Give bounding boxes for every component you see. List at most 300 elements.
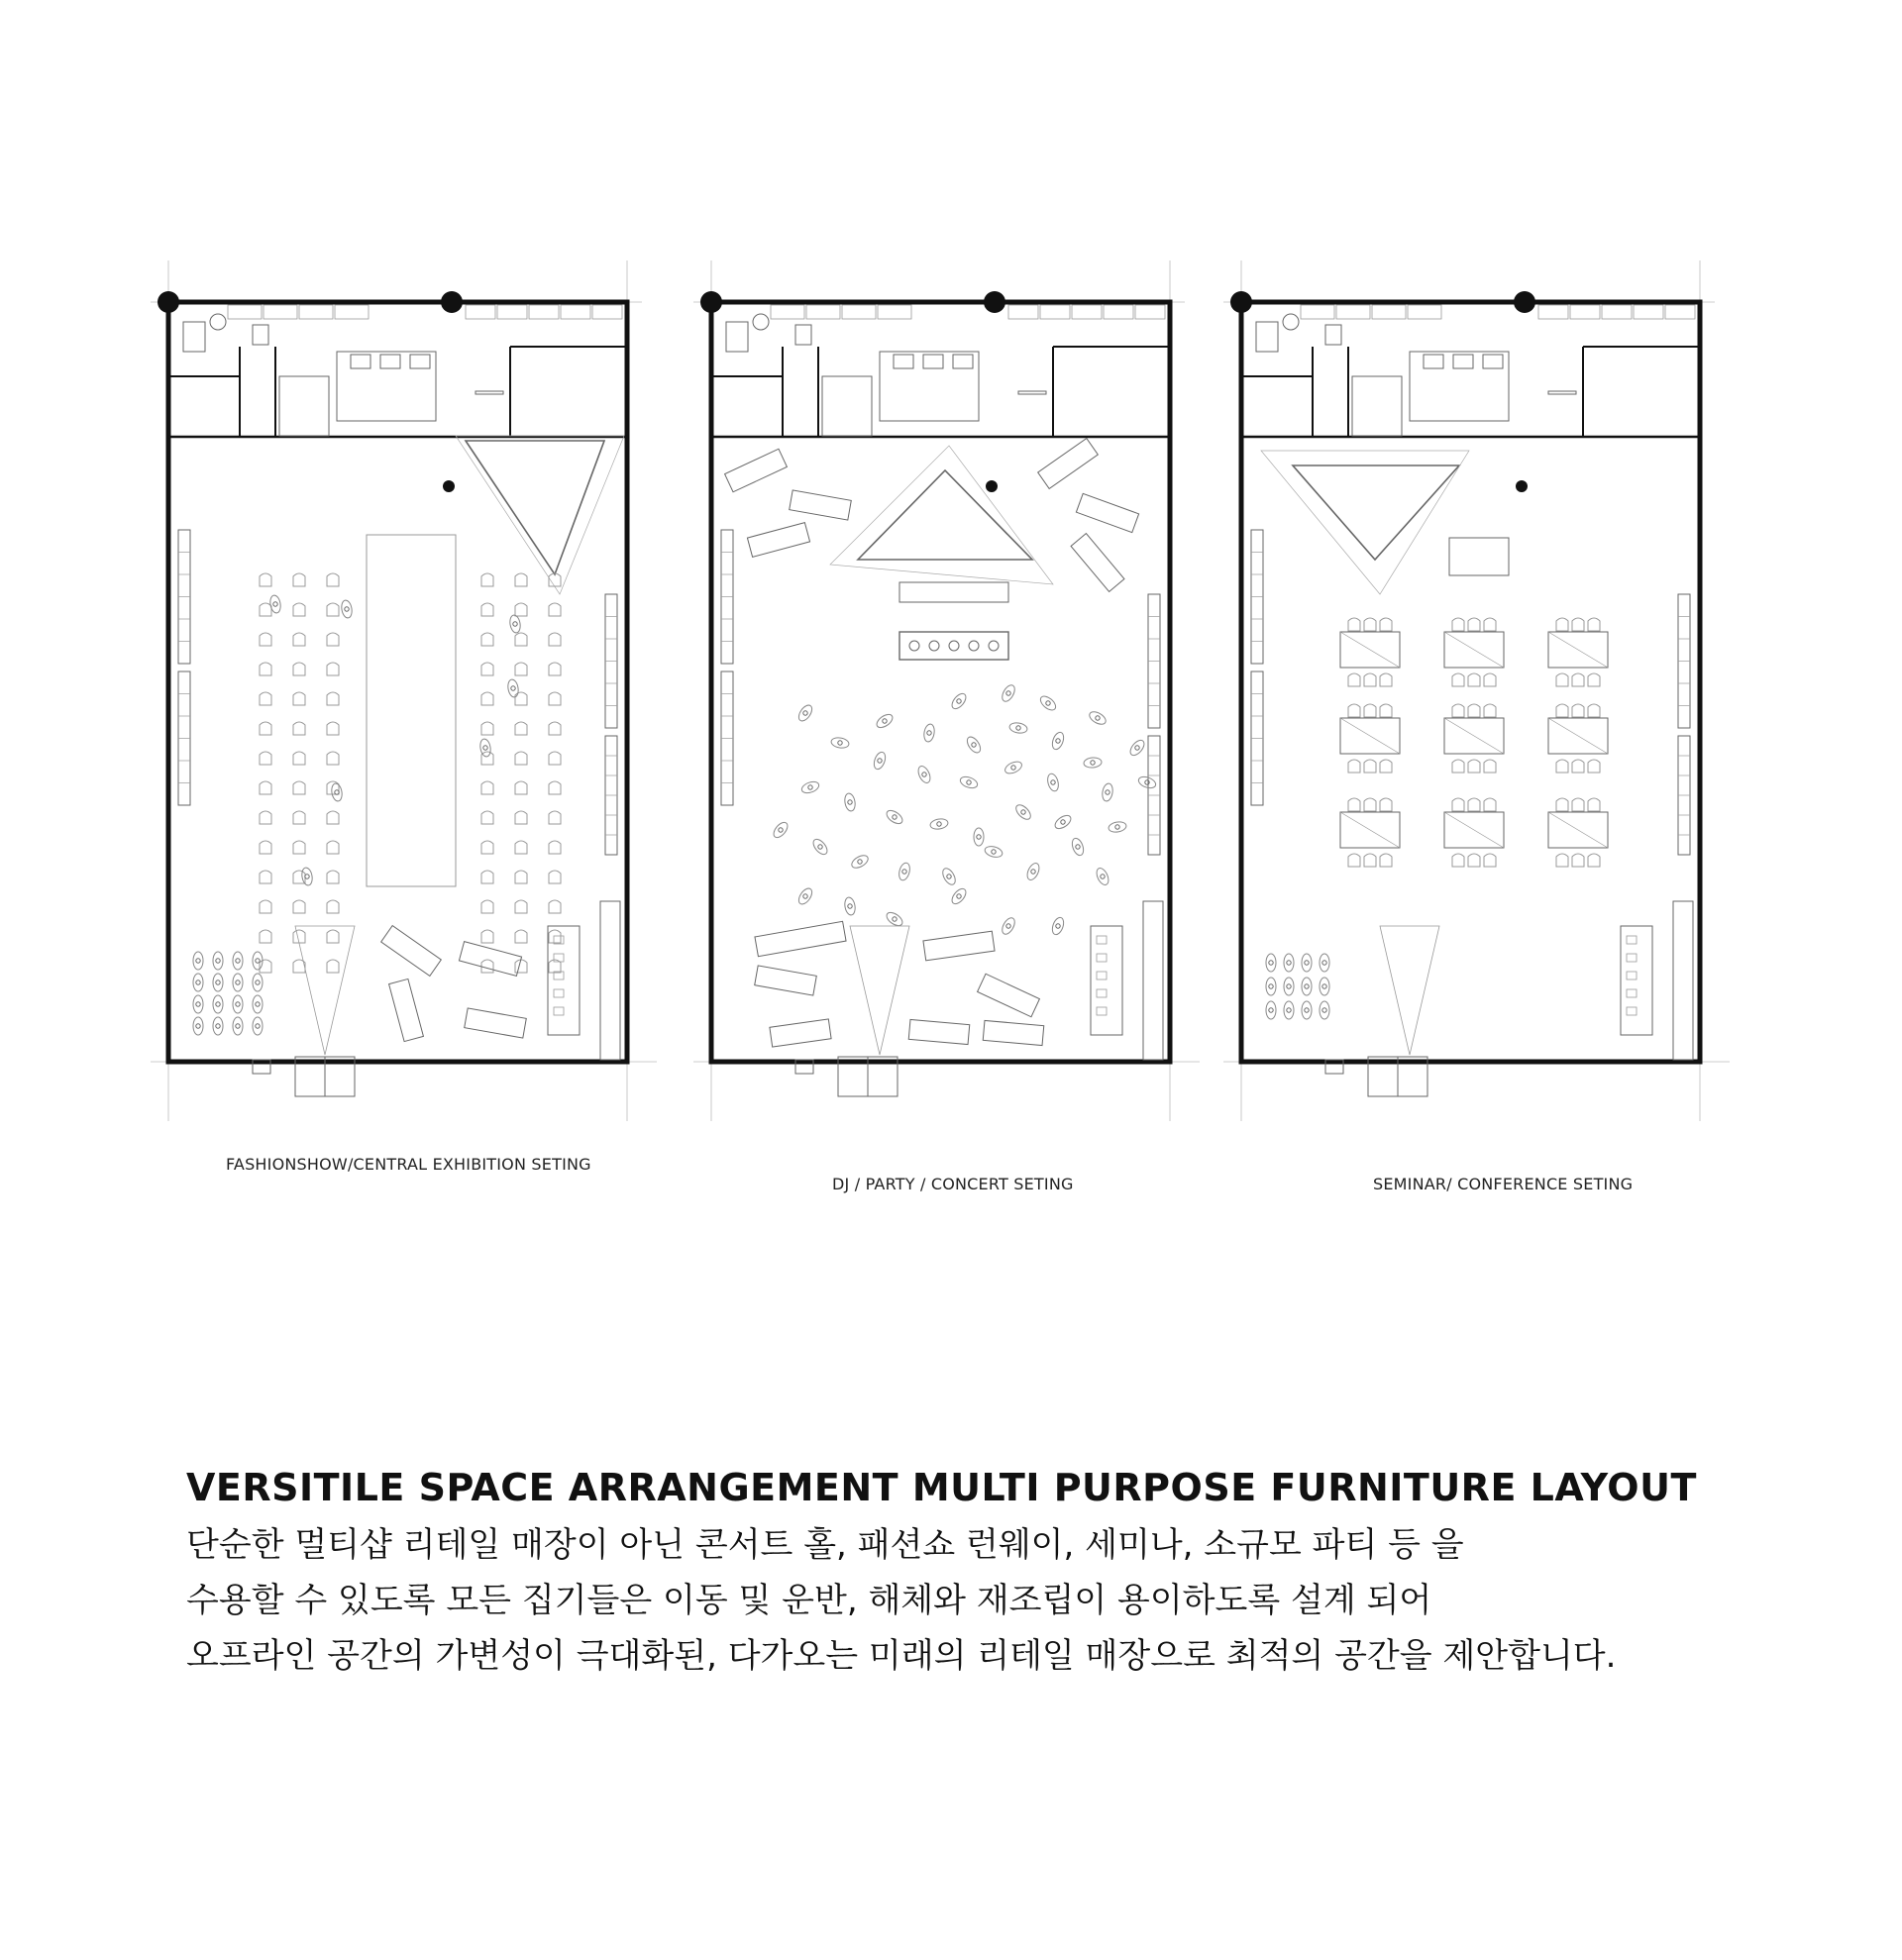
- person-head: [922, 773, 926, 776]
- chair: [515, 930, 527, 943]
- chair: [515, 900, 527, 913]
- chair: [293, 930, 305, 943]
- person: [850, 853, 871, 871]
- service-counter: [1410, 352, 1509, 421]
- person: [233, 995, 243, 1013]
- person: [844, 896, 857, 915]
- counter-chair: [380, 355, 400, 368]
- top-shelf: [771, 305, 804, 319]
- column: [700, 291, 722, 313]
- table-diagonal: [1444, 632, 1504, 668]
- description-line-2: 수용할 수 있도록 모든 집기들은 이동 및 운반, 해체와 재조립이 용이하도록 설계 되어: [186, 1581, 1432, 1620]
- person: [1108, 821, 1126, 834]
- person-head: [977, 835, 981, 839]
- person-head: [947, 875, 951, 878]
- movable-fixture: [1076, 493, 1138, 532]
- top-shelf: [1008, 305, 1038, 319]
- table-diagonal: [1548, 632, 1608, 668]
- person: [1320, 978, 1329, 995]
- person: [509, 614, 522, 633]
- top-shelf: [1602, 305, 1632, 319]
- person: [830, 737, 849, 750]
- caption-fashionshow: FASHIONSHOW/CENTRAL EXHIBITION SETING: [226, 1155, 591, 1174]
- chair: [1468, 760, 1480, 773]
- person-head: [818, 845, 822, 849]
- person: [959, 774, 979, 790]
- person: [1284, 954, 1294, 972]
- chair: [1588, 618, 1600, 631]
- chair: [515, 960, 527, 973]
- chair: [1348, 673, 1360, 686]
- chair: [515, 692, 527, 705]
- triangle-stage: [858, 470, 1032, 560]
- dj-knob: [949, 641, 959, 651]
- person-head: [1322, 984, 1326, 988]
- person-head: [256, 1024, 260, 1028]
- person: [1025, 862, 1042, 882]
- person: [923, 723, 936, 742]
- caption-seminar: SEMINAR/ CONFERENCE SETING: [1373, 1175, 1634, 1193]
- person-head: [972, 743, 976, 747]
- person: [1050, 916, 1066, 936]
- exterior-wall: [711, 302, 1170, 1062]
- person: [233, 974, 243, 991]
- movable-fixture: [983, 1020, 1044, 1045]
- person-head: [196, 980, 200, 984]
- door-swing-area: [295, 926, 355, 1055]
- person-head: [216, 980, 220, 984]
- person-head: [893, 917, 897, 921]
- top-shelf: [1040, 305, 1070, 319]
- plan-dj-party-concert: [693, 260, 1200, 1121]
- chair: [260, 633, 271, 646]
- person-head: [483, 746, 487, 750]
- top-shelf: [806, 305, 840, 319]
- counter-chair: [1453, 355, 1473, 368]
- person: [1266, 978, 1276, 995]
- chair: [549, 900, 561, 913]
- chair: [1364, 704, 1376, 717]
- person: [1013, 802, 1033, 822]
- column: [984, 291, 1005, 313]
- person-head: [1016, 726, 1020, 730]
- chair: [293, 633, 305, 646]
- person-head: [848, 904, 852, 908]
- person: [1320, 954, 1329, 972]
- chair: [1572, 704, 1584, 717]
- chair: [293, 603, 305, 616]
- person-head: [196, 959, 200, 963]
- person: [800, 779, 820, 795]
- person-head: [1287, 1008, 1291, 1012]
- person-head: [256, 959, 260, 963]
- person: [1137, 774, 1157, 790]
- person-head: [1322, 961, 1326, 965]
- description-block: [186, 1466, 1870, 1684]
- sink: [253, 325, 268, 345]
- person: [949, 886, 968, 906]
- person: [898, 862, 911, 881]
- person: [1004, 760, 1024, 776]
- person-head: [1006, 924, 1010, 928]
- person: [1046, 773, 1060, 792]
- person-head: [992, 850, 996, 854]
- chair: [327, 930, 339, 943]
- chair: [1364, 760, 1376, 773]
- chair: [327, 692, 339, 705]
- person: [1008, 722, 1027, 735]
- chair: [515, 752, 527, 765]
- person: [341, 599, 354, 618]
- person-head: [937, 822, 941, 826]
- person-head: [1076, 845, 1080, 849]
- triangle-stage-outline: [456, 436, 624, 594]
- top-shelf: [1336, 305, 1370, 319]
- person: [1088, 709, 1109, 727]
- top-shelf: [299, 305, 333, 319]
- chair: [1380, 704, 1392, 717]
- chair: [1572, 618, 1584, 631]
- person-head: [236, 1024, 240, 1028]
- person: [1000, 916, 1017, 937]
- chair: [1572, 798, 1584, 811]
- chair: [1380, 618, 1392, 631]
- display-item: [1097, 1007, 1107, 1015]
- person-head: [803, 711, 807, 715]
- chair: [1364, 618, 1376, 631]
- person-head: [893, 815, 897, 819]
- triangle-stage: [466, 441, 604, 574]
- display-item: [1097, 989, 1107, 997]
- person-head: [1305, 961, 1309, 965]
- chair: [549, 663, 561, 675]
- chair: [481, 573, 493, 586]
- chair: [515, 811, 527, 824]
- dj-console: [899, 632, 1008, 660]
- display-item: [1097, 954, 1107, 962]
- chair: [293, 811, 305, 824]
- display-item: [554, 989, 564, 997]
- person: [233, 1017, 243, 1035]
- chair: [1348, 798, 1360, 811]
- person: [1053, 813, 1073, 832]
- person: [796, 886, 815, 906]
- person-head: [1269, 984, 1273, 988]
- caption-dj-party: DJ / PARTY / CONCERT SETING: [832, 1175, 1074, 1193]
- chair: [260, 722, 271, 735]
- person-head: [803, 894, 807, 898]
- chair: [1484, 673, 1496, 686]
- triangle-stage-outline: [830, 446, 1053, 584]
- person-head: [1305, 984, 1309, 988]
- dj-knob: [929, 641, 939, 651]
- person-head: [1011, 766, 1015, 770]
- door-swing-area: [850, 926, 909, 1055]
- chair: [327, 603, 339, 616]
- person-head: [1115, 825, 1119, 829]
- movable-fixture: [465, 1008, 527, 1038]
- chair: [260, 573, 271, 586]
- person: [193, 1017, 203, 1035]
- person: [965, 735, 984, 755]
- chair: [260, 752, 271, 765]
- door-swing-area: [1380, 926, 1439, 1055]
- toilet: [726, 322, 748, 352]
- chair: [327, 752, 339, 765]
- person: [253, 995, 263, 1013]
- chair: [1348, 854, 1360, 867]
- chair: [1468, 854, 1480, 867]
- runway: [367, 535, 456, 886]
- person: [253, 974, 263, 991]
- chair: [549, 752, 561, 765]
- dj-knob: [969, 641, 979, 651]
- chair: [481, 692, 493, 705]
- sink: [795, 325, 811, 345]
- person: [1320, 1001, 1329, 1019]
- person: [1102, 782, 1114, 801]
- exterior-wall: [1241, 302, 1700, 1062]
- chair: [1556, 760, 1568, 773]
- toilet: [183, 322, 205, 352]
- chair: [1468, 798, 1480, 811]
- movable-fixture: [389, 979, 424, 1041]
- wall-display: [1673, 901, 1693, 1060]
- chair: [1588, 673, 1600, 686]
- top-shelf: [335, 305, 369, 319]
- chair: [481, 930, 493, 943]
- top-shelf: [878, 305, 911, 319]
- top-shelf: [1072, 305, 1102, 319]
- chair: [515, 633, 527, 646]
- table-diagonal: [1444, 812, 1504, 848]
- chair: [260, 663, 271, 675]
- chair: [1588, 704, 1600, 717]
- person-head: [878, 759, 882, 763]
- person-head: [1269, 961, 1273, 965]
- person-head: [273, 602, 277, 606]
- chair: [481, 633, 493, 646]
- person: [1284, 1001, 1294, 1019]
- chair: [481, 960, 493, 973]
- person-head: [236, 959, 240, 963]
- top-shelf: [1372, 305, 1406, 319]
- person: [1266, 954, 1276, 972]
- chair: [1364, 798, 1376, 811]
- chair: [260, 871, 271, 883]
- table-diagonal: [1444, 718, 1504, 754]
- person: [1095, 867, 1111, 887]
- chair: [293, 841, 305, 854]
- movable-fixture: [459, 942, 521, 977]
- chair: [1468, 618, 1480, 631]
- chair: [481, 603, 493, 616]
- chair: [1468, 673, 1480, 686]
- chair: [481, 752, 493, 765]
- person: [875, 712, 895, 731]
- person: [507, 678, 520, 697]
- description-heading: VERSITILE SPACE ARRANGEMENT MULTI PURPOSE FURNITURE LAYOUT: [186, 1466, 1697, 1509]
- person-head: [236, 980, 240, 984]
- chair: [1556, 673, 1568, 686]
- person-head: [1056, 924, 1060, 928]
- top-shelf: [1135, 305, 1165, 319]
- movable-fixture: [755, 921, 846, 956]
- display-item: [554, 1007, 564, 1015]
- movable-fixture: [978, 974, 1040, 1016]
- person-head: [216, 1002, 220, 1006]
- person-head: [1051, 780, 1055, 784]
- top-shelf: [1301, 305, 1334, 319]
- person: [1084, 757, 1103, 769]
- chair: [515, 573, 527, 586]
- dj-knob: [989, 641, 999, 651]
- top-shelf: [1570, 305, 1600, 319]
- movable-fixture: [908, 1019, 970, 1044]
- person: [269, 594, 282, 613]
- person: [872, 751, 888, 771]
- person: [253, 1017, 263, 1035]
- person-head: [1106, 790, 1110, 794]
- column-small: [443, 480, 455, 492]
- person: [844, 792, 857, 811]
- person: [213, 974, 223, 991]
- chair: [549, 811, 561, 824]
- person: [233, 952, 243, 970]
- person-head: [1056, 739, 1060, 743]
- display-item: [1097, 972, 1107, 980]
- chair: [293, 781, 305, 794]
- person-head: [1061, 820, 1065, 824]
- movable-fixture: [790, 490, 852, 520]
- person-head: [927, 731, 931, 735]
- person-head: [256, 980, 260, 984]
- person: [193, 974, 203, 991]
- person-head: [808, 785, 812, 789]
- person-head: [216, 1024, 220, 1028]
- triangle-stage-outline: [1261, 451, 1469, 594]
- chair: [327, 841, 339, 854]
- person: [984, 845, 1004, 859]
- display-item: [1627, 954, 1637, 962]
- chair: [1380, 760, 1392, 773]
- chair: [515, 781, 527, 794]
- top-shelf: [264, 305, 297, 319]
- person-head: [1145, 780, 1149, 784]
- door-swing: [1548, 391, 1576, 394]
- chair: [327, 633, 339, 646]
- chair: [481, 781, 493, 794]
- display-item: [1627, 989, 1637, 997]
- display-item: [1627, 936, 1637, 944]
- counter-chair: [1424, 355, 1443, 368]
- lectern-table: [1449, 538, 1509, 575]
- chair: [481, 841, 493, 854]
- person-head: [216, 959, 220, 963]
- chair: [481, 811, 493, 824]
- chair: [327, 811, 339, 824]
- door-swing: [1018, 391, 1046, 394]
- counter-chair: [894, 355, 913, 368]
- chair: [1380, 673, 1392, 686]
- chair: [293, 692, 305, 705]
- chair: [293, 752, 305, 765]
- column: [1230, 291, 1252, 313]
- chair: [260, 603, 271, 616]
- person: [1302, 978, 1312, 995]
- movable-fixture: [770, 1019, 831, 1047]
- chair: [1468, 704, 1480, 717]
- chair: [293, 722, 305, 735]
- chair: [481, 663, 493, 675]
- chair: [515, 722, 527, 735]
- plan-seminar-conference: [1223, 260, 1730, 1121]
- plan-fashionshow: [151, 260, 657, 1121]
- chair: [327, 900, 339, 913]
- column: [1514, 291, 1535, 313]
- top-shelf: [561, 305, 590, 319]
- chair: [1452, 618, 1464, 631]
- person: [885, 910, 904, 929]
- person: [479, 738, 492, 757]
- chair: [549, 603, 561, 616]
- counter-chair: [953, 355, 973, 368]
- washbasin: [1283, 314, 1299, 330]
- top-shelf: [1104, 305, 1133, 319]
- movable-fixture: [1038, 439, 1099, 489]
- person-head: [1006, 691, 1010, 695]
- storage: [279, 376, 329, 436]
- chair: [549, 841, 561, 854]
- chair: [327, 871, 339, 883]
- person: [771, 820, 790, 840]
- chair: [260, 692, 271, 705]
- person: [193, 995, 203, 1013]
- table-diagonal: [1340, 812, 1400, 848]
- person-head: [883, 719, 887, 723]
- chair: [481, 871, 493, 883]
- person-head: [236, 1002, 240, 1006]
- person-head: [902, 870, 906, 874]
- person: [1266, 1001, 1276, 1019]
- top-shelf: [466, 305, 495, 319]
- door-swing: [476, 391, 503, 394]
- chair: [1556, 704, 1568, 717]
- washbasin: [210, 314, 226, 330]
- person: [213, 952, 223, 970]
- top-shelf: [529, 305, 559, 319]
- storage: [822, 376, 872, 436]
- person-head: [1101, 875, 1105, 878]
- person: [1127, 738, 1146, 758]
- chair: [1364, 673, 1376, 686]
- counter-chair: [410, 355, 430, 368]
- chair: [260, 781, 271, 794]
- chair: [1556, 854, 1568, 867]
- person-head: [957, 699, 961, 703]
- chair: [549, 930, 561, 943]
- chair: [1484, 760, 1496, 773]
- person: [213, 995, 223, 1013]
- person: [331, 782, 344, 801]
- person-head: [1135, 746, 1139, 750]
- table-diagonal: [1548, 812, 1608, 848]
- person: [253, 952, 263, 970]
- person: [1302, 1001, 1312, 1019]
- person: [1302, 954, 1312, 972]
- person: [916, 765, 933, 785]
- person-head: [1096, 716, 1100, 720]
